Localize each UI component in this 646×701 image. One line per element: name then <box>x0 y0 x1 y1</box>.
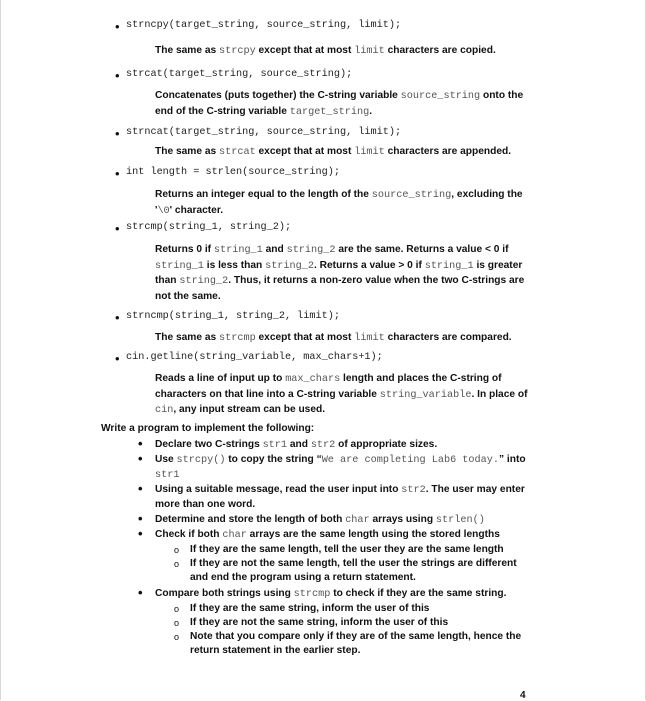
text-run: . In place of <box>471 388 528 400</box>
text-run: Returns an integer equal to the length of the <box>155 189 372 200</box>
function-signature-getline: • cin.getline(string_variable, max_chars+1); <box>126 352 383 363</box>
function-signature-strcmp: • strcmp(string_1, string_2); <box>126 222 291 233</box>
text-run: are the same. Returns a value < 0 if <box>335 244 509 255</box>
function-signature-strcat: • strcat(target_string, source_string); <box>126 69 352 80</box>
text-run: Declare two C-strings <box>155 439 263 450</box>
code-run: str1 <box>155 470 180 482</box>
code-run: string_2 <box>179 276 229 288</box>
text-run: Note that you compare only if they are of the same length, hence the return statement in the earlier step. <box>190 631 522 657</box>
code-run: string_2 <box>286 245 336 256</box>
text-run: ” into <box>498 454 526 465</box>
code-run: char <box>345 515 370 526</box>
code-run: char <box>222 530 247 541</box>
text-run: characters are copied. <box>384 45 496 56</box>
text-run: except that at most <box>255 332 355 343</box>
text-run: . Thus, it returns a non-zero value when the two C-strings are not the same. <box>155 275 525 302</box>
text-run: Using a suitable message, read the user input into <box>155 484 402 495</box>
code-run: string_1 <box>213 245 263 256</box>
text-run: The same as <box>155 45 219 56</box>
function-desc-strlen <box>155 188 530 219</box>
text-run: is greater than <box>155 259 523 287</box>
function-signature-strncmp: • strncmp(string_1, string_2, limit); <box>126 311 340 322</box>
subtask-same-length <box>190 543 535 557</box>
text-run: arrays using <box>369 514 436 525</box>
code-run: string_1 <box>155 260 204 272</box>
task-check-length <box>155 528 530 543</box>
code-run: source_string <box>400 91 481 102</box>
text-run: . Returns a value > 0 if <box>314 259 425 271</box>
text-run: ' character. <box>169 204 224 216</box>
code-run: limit <box>354 333 385 344</box>
text-run: The same as <box>155 332 219 343</box>
text-run: If they are not the same string, inform the user of this <box>190 617 449 628</box>
code-run: return <box>332 572 363 584</box>
subtask-note <box>190 630 535 658</box>
code-run: limit <box>354 147 385 158</box>
text-run: If they are the same length, tell the user they are the same length <box>190 544 504 555</box>
code-run: strcmp <box>293 589 331 600</box>
function-signature-strlen: • int length = strlen(source_string); <box>126 167 340 178</box>
code-run: string_1 <box>424 260 474 272</box>
function-signature-strncat: • strncat(target_string, source_string, limit); <box>126 127 401 138</box>
text-run: Use <box>155 454 177 465</box>
code-run: string_2 <box>265 260 314 272</box>
code-run: source_string <box>371 190 452 201</box>
task-strcpy <box>155 453 530 483</box>
text-run: except that at most <box>255 146 355 157</box>
text-run: Reads a line of input up to <box>155 373 286 384</box>
function-desc-strcmp <box>155 243 530 304</box>
text-run: . The user may enter more than one word. <box>155 484 525 511</box>
code-run: strlen() <box>435 515 485 526</box>
task-declare-strings <box>155 438 530 453</box>
subtask-same-string <box>190 602 535 616</box>
text-run: If they are the same string, inform the user of this <box>190 603 430 614</box>
text-run: Determine and store the length of both <box>155 514 346 525</box>
task-strlen <box>155 513 530 528</box>
text-run: Returns 0 if <box>155 244 214 255</box>
task-read-input <box>155 483 530 512</box>
text-run: statement. <box>362 572 416 584</box>
code-run: limit <box>354 46 385 57</box>
code-run: We are completing Lab6 today. <box>321 455 499 466</box>
code-run: string_variable <box>379 389 472 401</box>
assignment-intro: Write a program to implement the following: <box>101 423 315 434</box>
code-run: str2 <box>310 440 336 451</box>
code-run: strcmp <box>219 333 256 344</box>
page-number: 4 <box>520 690 526 701</box>
text-run: Check if both <box>155 529 223 540</box>
text-run: and <box>287 439 311 450</box>
function-signature-strncpy: • strncpy(target_string, source_string, limit); <box>126 20 401 31</box>
text-run: characters are appended. <box>384 146 512 157</box>
code-run: str2 <box>401 485 426 496</box>
text-run: arrays are the same length using the stored lengths <box>246 529 500 540</box>
task-compare <box>155 587 530 602</box>
text-run: If they are not the same length, tell the user the strings are different and end the program using a <box>190 558 517 584</box>
text-run: The same as <box>155 146 219 157</box>
subtask-different-string <box>190 616 535 630</box>
code-run: strcpy() <box>176 455 226 466</box>
text-run: . <box>369 105 373 117</box>
code-run: cin <box>155 405 174 417</box>
code-run: target_string <box>289 106 370 118</box>
text-run: except that at most <box>255 45 355 56</box>
code-run: \0 <box>157 205 170 217</box>
text-run: of appropriate sizes. <box>335 439 438 450</box>
text-run: length and places the C-string of characters on that line into a C-string variable <box>155 373 502 400</box>
function-desc-strcat <box>155 89 530 120</box>
code-run: strcat <box>219 147 256 158</box>
code-run: str1 <box>262 440 288 451</box>
function-desc-strncpy <box>155 44 530 60</box>
function-desc-strncmp <box>155 331 530 347</box>
text-run: Concatenates (puts together) the C-string variable <box>155 90 401 101</box>
text-run: to copy the string “ <box>225 454 322 465</box>
text-run: to check if they are the same string. <box>330 588 507 599</box>
code-run: strcpy <box>219 46 256 57</box>
text-run: is less than <box>203 259 266 271</box>
text-run: characters are compared. <box>384 332 512 343</box>
code-run: max_chars <box>285 374 341 385</box>
text-run: , excluding the ' <box>155 189 523 216</box>
function-desc-getline <box>155 372 530 419</box>
text-run: Compare both strings using <box>155 588 294 599</box>
subtask-different-length <box>190 557 535 585</box>
text-run: onto the end of the C-string variable <box>155 90 524 117</box>
text-run: and <box>262 244 287 255</box>
function-desc-strncat <box>155 145 530 161</box>
text-run: , any input stream can be used. <box>173 404 326 416</box>
